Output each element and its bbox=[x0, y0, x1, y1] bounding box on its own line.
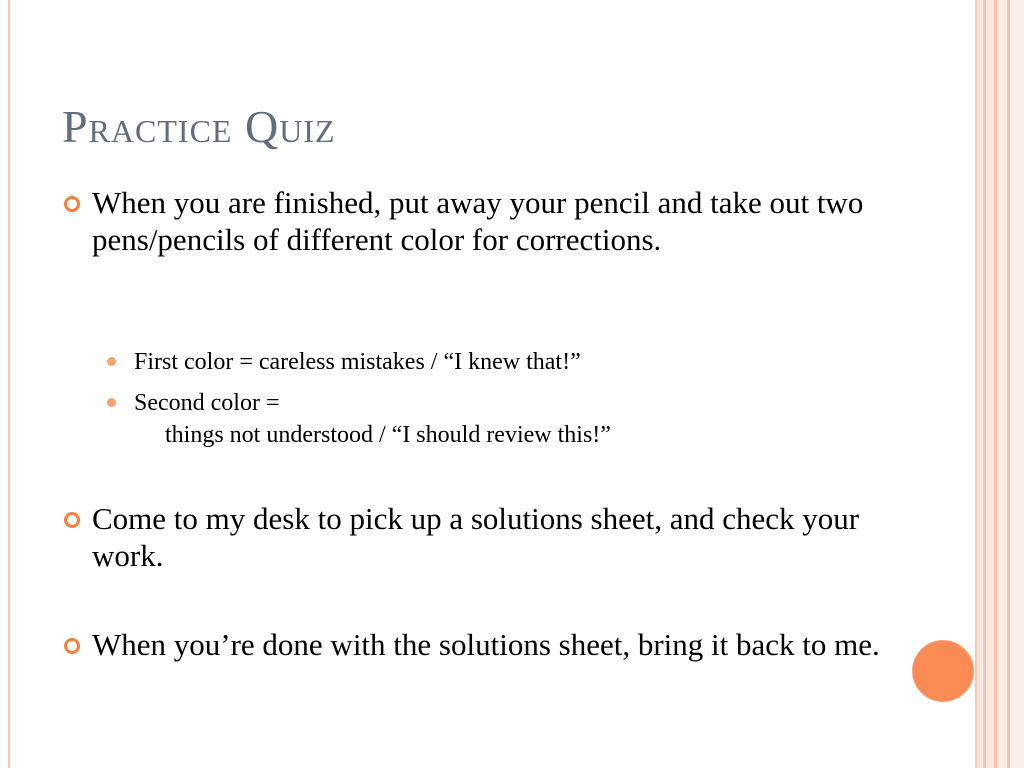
bullet-text: When you are finished, put away your pencil and take out two pens/pencils of different color for corrections. bbox=[92, 185, 864, 257]
decor-stripe bbox=[986, 0, 994, 768]
sub-bullet-item bbox=[134, 346, 854, 378]
bullet-ring-icon bbox=[64, 196, 80, 212]
sub-bullet-text: First color = careless mistakes / “I knew that!” bbox=[134, 349, 581, 375]
bullet-ring-icon bbox=[64, 512, 80, 528]
bullet-ring-icon bbox=[64, 638, 80, 654]
bullet-text: Come to my desk to pick up a solutions sheet, and check your work. bbox=[92, 501, 860, 573]
decor-stripe bbox=[1010, 0, 1024, 768]
bullet-item bbox=[92, 626, 882, 663]
bullet-text: When you’re done with the solutions sheet, bring it back to me. bbox=[92, 627, 880, 662]
decor-stripe bbox=[997, 0, 1007, 768]
slide-title: Practice Quiz bbox=[62, 101, 336, 152]
decor-stripe bbox=[977, 0, 982, 768]
bullet-item bbox=[92, 184, 882, 258]
sub-bullet-text-line1: Second color = bbox=[134, 390, 280, 416]
sub-bullet-item bbox=[134, 387, 854, 451]
decorative-circle bbox=[912, 640, 974, 702]
sub-bullet-text-line2: things not understood / “I should review this!” bbox=[165, 422, 611, 448]
sub-bullet-dot-icon bbox=[107, 398, 116, 407]
sub-bullet-dot-icon bbox=[107, 357, 116, 366]
bullet-item bbox=[92, 500, 882, 574]
